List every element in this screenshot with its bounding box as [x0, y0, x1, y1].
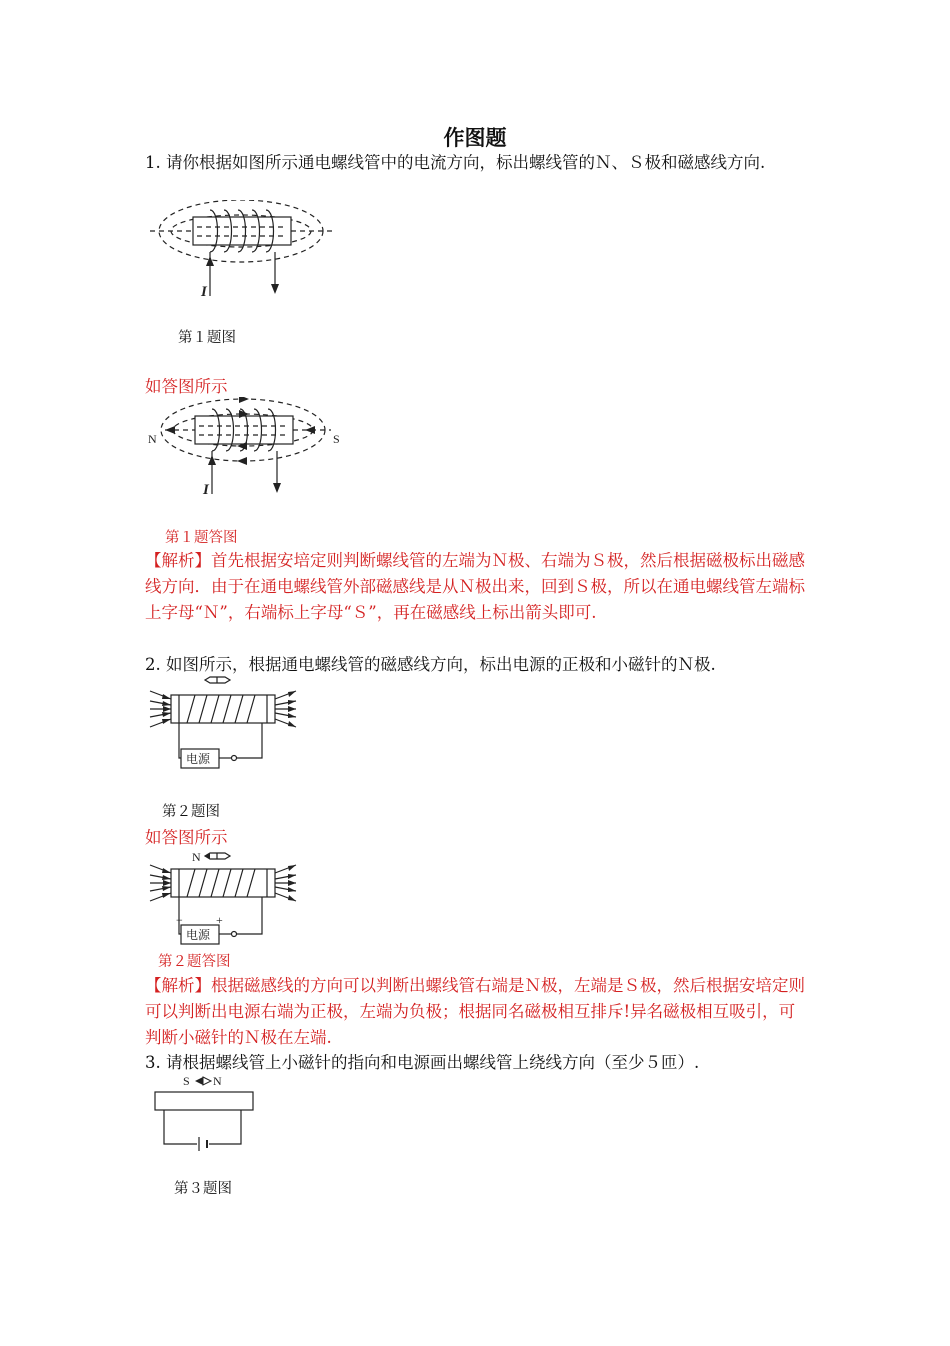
q2-answer-n-label: N — [192, 850, 201, 864]
question-3-text: 3. 请根据螺线管上小磁针的指向和电源画出螺线管上绕线方向（至少５匝）. — [145, 1053, 700, 1072]
q2-power-source-label: 电源 — [186, 752, 211, 766]
q1-answer-current-label: I — [203, 482, 209, 498]
q1-answer-s-label: S — [333, 432, 340, 446]
q3-s-label: S — [183, 1074, 190, 1088]
q2-answer-minus-sign: − — [176, 913, 183, 927]
q2-analysis: 【解析】根据磁感线的方向可以判断出螺线管右端是Ｎ极，左端是Ｓ极，然后根据安培定则可以判断出电源右端为正极，左端为负极；根据同名磁极相互排斥!异名磁极相互吸引，可判断小磁针的Ｎ极在左端. — [145, 976, 805, 1047]
q1-answer-caption: 第１题答图 — [165, 530, 238, 546]
q2-answer-figure — [145, 848, 305, 946]
q1-answer-intro: 如答图所示 — [145, 377, 228, 396]
q1-figure-caption: 第１题图 — [178, 330, 236, 346]
q2-figure-caption: 第２题图 — [162, 804, 220, 820]
q1-analysis: 【解析】首先根据安培定则判断螺线管的左端为Ｎ极、右端为Ｓ极，然后根据磁极标出磁感线方向．由于在通电螺线管外部磁感线是从Ｎ极出来，回到Ｓ极，所以在通电螺线管左端标上字母“Ｎ”，右端标上字母“Ｓ”，再在磁感线上标出箭头即可. — [145, 551, 805, 622]
q3-figure-caption: 第３题图 — [174, 1181, 232, 1197]
question-1-text: 1. 请你根据如图所示通电螺线管中的电流方向，标出螺线管的Ｎ、Ｓ极和磁感线方向. — [145, 153, 766, 172]
q3-figure-solenoid — [145, 1072, 265, 1162]
q2-answer-power-source-label: 电源 — [186, 928, 211, 942]
page-title: 作图题 — [443, 126, 507, 150]
q1-figure-solenoid — [145, 200, 345, 302]
q3-n-label: N — [213, 1074, 222, 1088]
q1-current-label: I — [201, 284, 207, 300]
q1-answer-figure — [145, 397, 355, 499]
q2-answer-plus-sign: + — [216, 913, 223, 927]
q2-answer-intro: 如答图所示 — [145, 828, 228, 847]
q2-figure-solenoid — [145, 676, 305, 772]
question-2-text: 2. 如图所示，根据通电螺线管的磁感线方向，标出电源的正极和小磁针的Ｎ极. — [145, 655, 716, 674]
q2-answer-caption: 第２题答图 — [158, 954, 231, 970]
q1-answer-n-label: N — [148, 432, 157, 446]
